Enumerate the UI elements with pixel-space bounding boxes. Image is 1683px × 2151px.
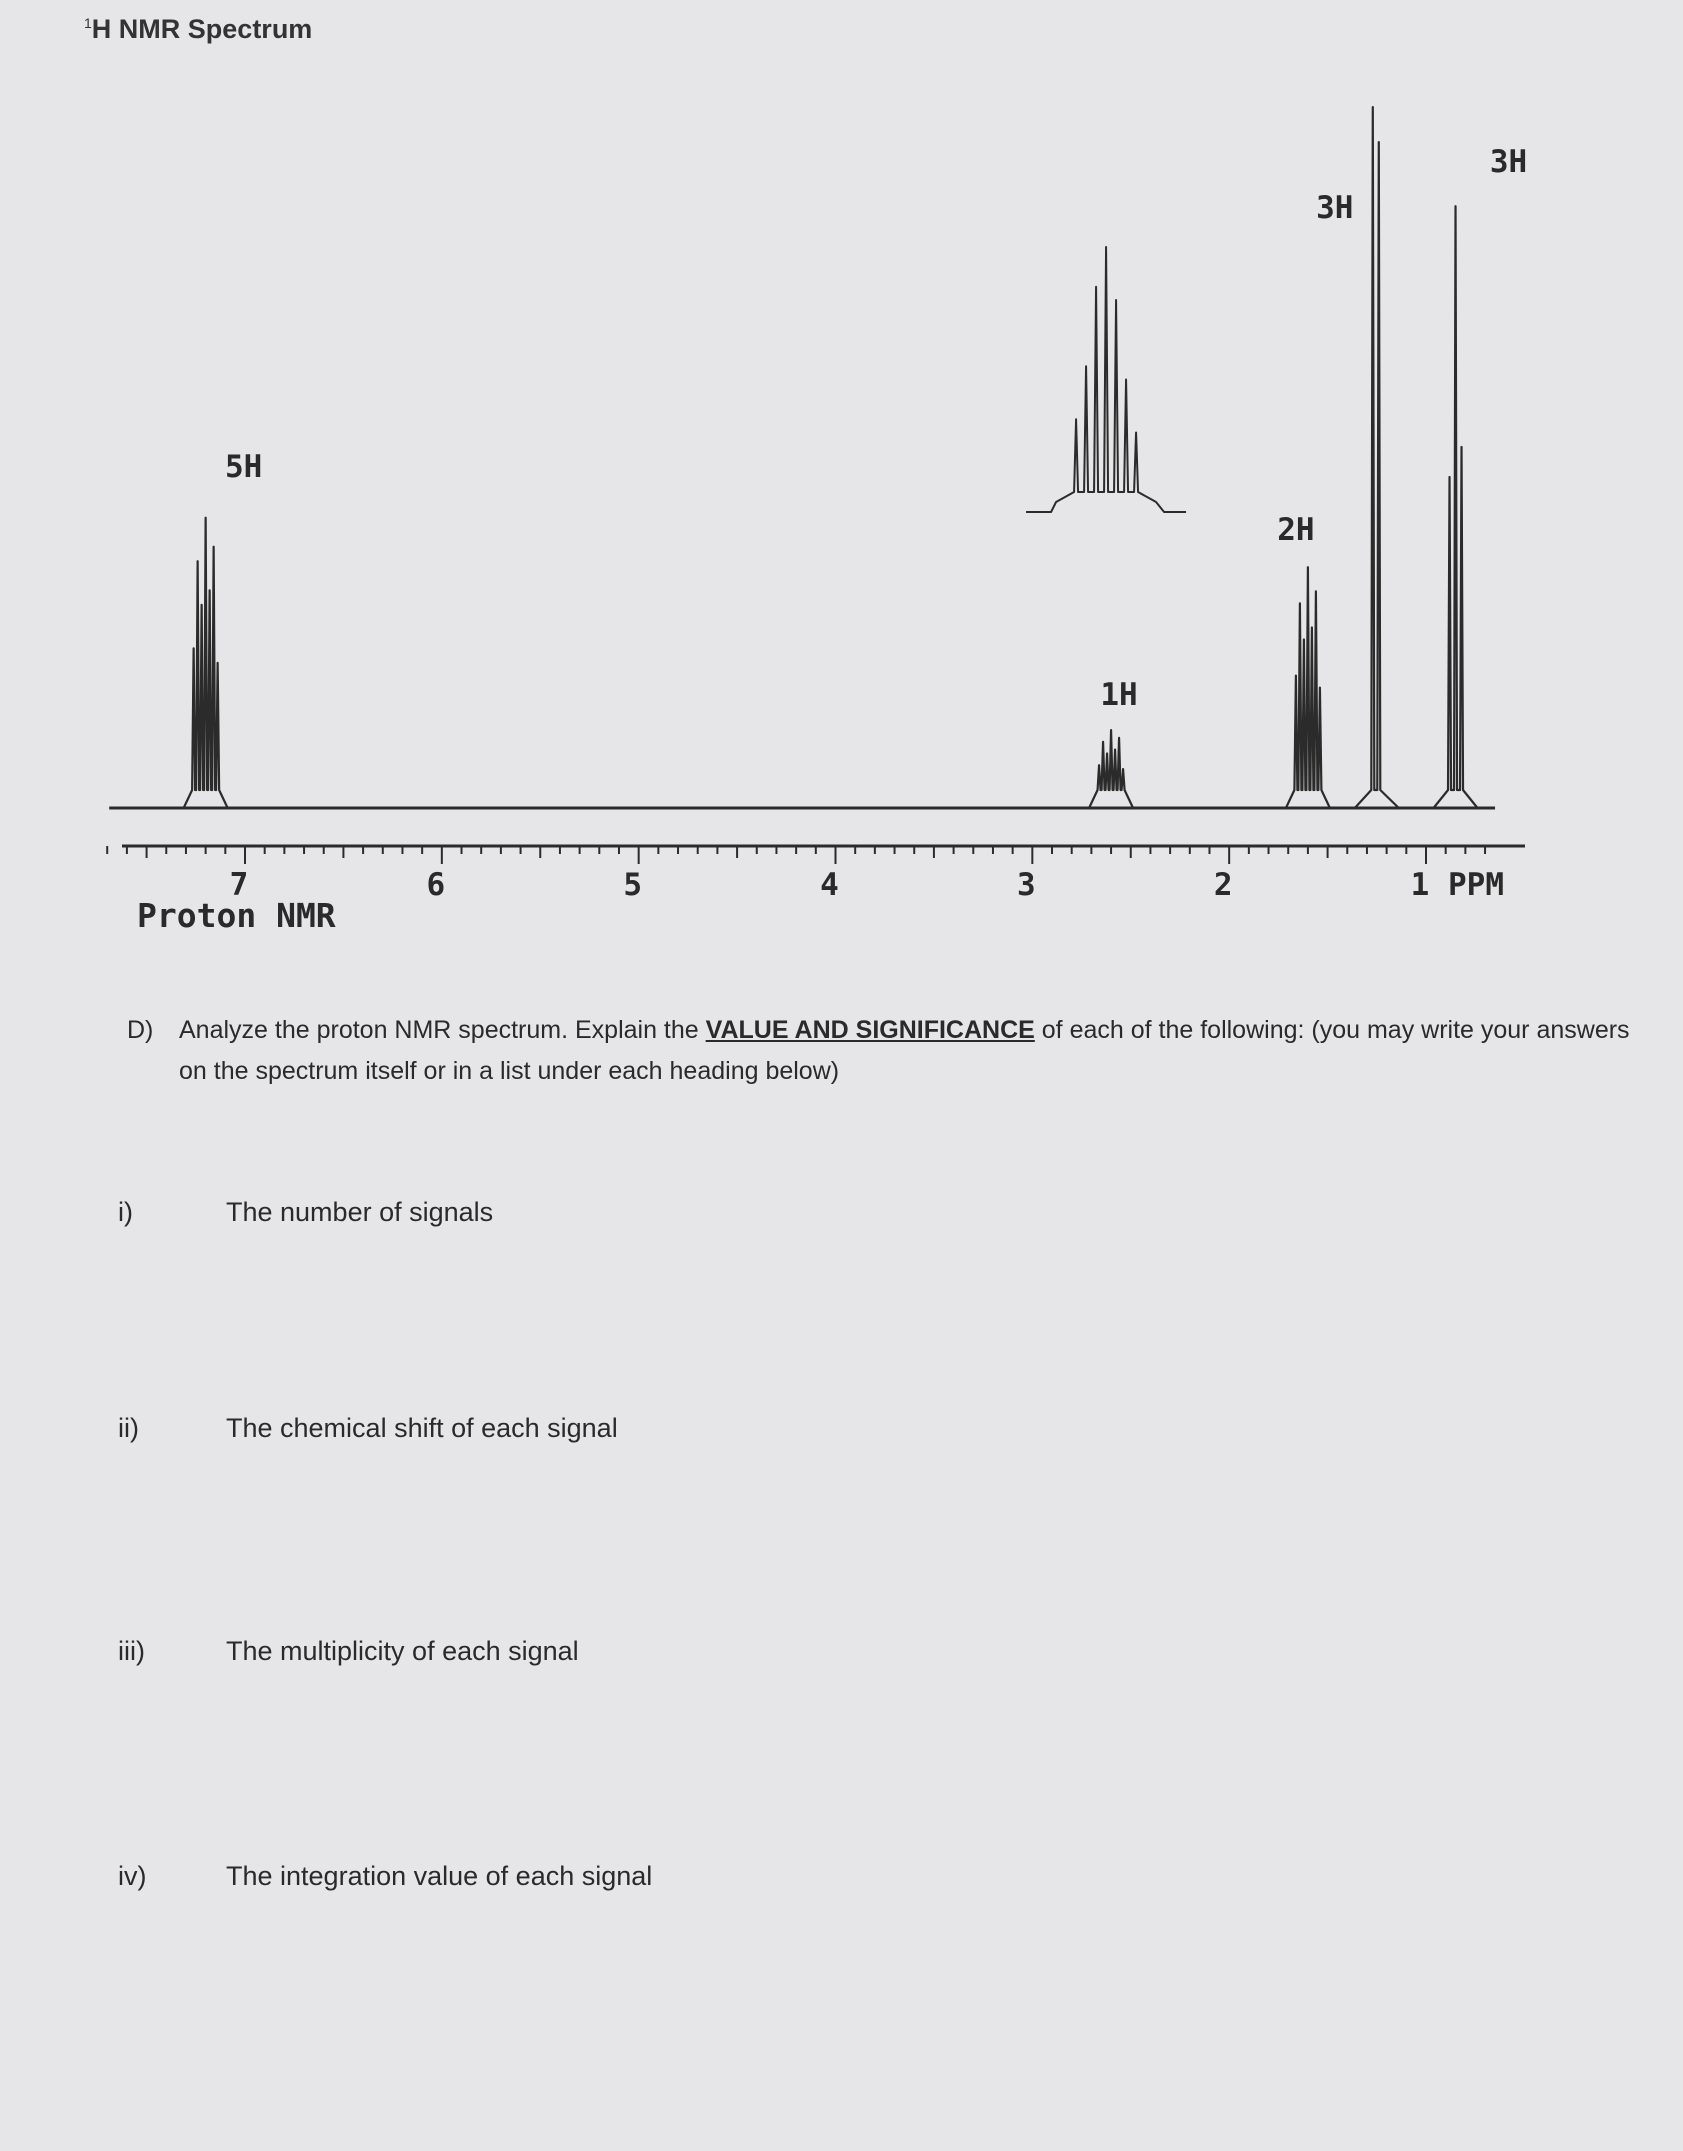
ppm-axis-group (107, 846, 1525, 903)
signal-peak-5 (1434, 206, 1478, 808)
ppm-tick-label: 4 (820, 867, 839, 903)
list-item-label: The multiplicity of each signal (226, 1636, 579, 1666)
ppm-tick-label: 7 (229, 867, 249, 903)
list-item-number: i) (118, 1197, 133, 1227)
question-emphasis: VALUE AND SIGNIFICANCE (705, 1016, 1035, 1044)
list-item-number: ii) (118, 1413, 139, 1443)
integration-label-3: 2H (1277, 512, 1315, 548)
signal-peak-4 (1355, 107, 1399, 808)
signal-peak-1 (184, 518, 228, 808)
page-title-superscript: 1 (84, 15, 92, 31)
ppm-tick-label: 2 (1213, 867, 1233, 903)
list-item-label: The number of signals (226, 1197, 494, 1227)
ppm-unit-label: PPM (1448, 867, 1504, 903)
integration-labels-group (225, 144, 1527, 713)
ppm-tick-label: 3 (1016, 867, 1036, 903)
nmr-spectrum-chart (0, 0, 1683, 960)
integration-label-4: 3H (1316, 190, 1354, 226)
list-item-number: iii) (118, 1636, 145, 1666)
integration-label-5: 3H (1489, 144, 1528, 180)
signal-peak-2 (1089, 730, 1133, 808)
question-intro: Analyze the proton NMR spectrum. Explain the (179, 1016, 706, 1044)
list-item-label: The chemical shift of each signal (226, 1413, 618, 1443)
chart-title: Proton NMR (137, 896, 336, 935)
integration-label-2: 1H (1100, 677, 1138, 713)
question-d (127, 1010, 1647, 1092)
list-item-number: iv) (118, 1861, 147, 1891)
inset-multiplet-trace (1026, 247, 1186, 512)
list-item-label: The integration value of each signal (226, 1861, 653, 1891)
question-letter: D) (127, 1016, 154, 1044)
page-title-text: H NMR Spectrum (91, 14, 313, 44)
spectrum-peaks-group (184, 107, 1478, 808)
question-rest: of each of the following: (you may write your answers on the spectrum itself or in a list under each heading below) (179, 1016, 1630, 1085)
ppm-tick-label: 1 (1410, 867, 1430, 903)
inset-expansion-group (1026, 247, 1186, 512)
ppm-tick-label: 6 (426, 867, 446, 903)
ppm-tick-label: 5 (623, 867, 643, 903)
question-text (179, 1010, 1647, 1092)
signal-peak-3 (1286, 567, 1330, 808)
integration-label-1: 5H (224, 449, 263, 485)
